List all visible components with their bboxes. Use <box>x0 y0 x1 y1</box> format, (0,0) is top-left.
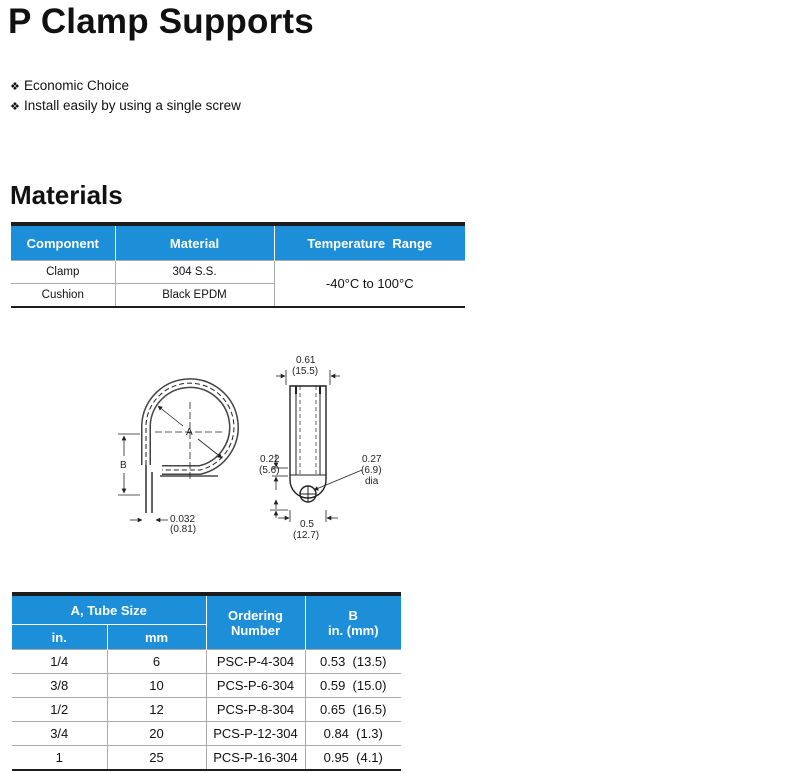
table-row <box>12 722 401 746</box>
cell-component: Cushion <box>11 284 115 308</box>
table-header-row <box>12 594 401 625</box>
hole-mm-label: (6.9) <box>361 465 382 476</box>
clamp-side-view <box>118 383 234 520</box>
col-ordering-line1: Ordering <box>228 607 283 623</box>
diamond-bullet-icon: ❖ <box>10 101 20 113</box>
cell-mm: 10 <box>107 674 206 698</box>
cell-in: 1/4 <box>12 650 107 674</box>
diamond-bullet-icon: ❖ <box>10 81 20 93</box>
p-clamp-diagram <box>100 350 430 550</box>
col-b <box>305 594 401 650</box>
feature-item <box>10 76 241 96</box>
dim-a-label: A <box>186 427 193 438</box>
col-b-line1: B <box>348 607 358 623</box>
thickness-in-label: 0.032 <box>170 514 196 525</box>
cell-mm: 12 <box>107 698 206 722</box>
feature-item <box>10 96 241 116</box>
cell-mm: 6 <box>107 650 206 674</box>
clamp-front-view <box>270 370 362 522</box>
materials-table <box>11 222 465 308</box>
tube-size-table <box>12 592 401 771</box>
cell-temperature: -40°C to 100°C <box>274 261 465 308</box>
cell-b: 0.95 (4.1) <box>305 746 401 771</box>
table-row <box>12 650 401 674</box>
width-mm-label: (15.5) <box>292 366 319 377</box>
table-row <box>11 261 465 284</box>
col-ordering-number <box>206 594 305 650</box>
height-in-label: 0.22 <box>260 454 280 465</box>
page-title: P Clamp Supports <box>8 2 314 41</box>
col-temperature: Temperature Range <box>274 224 465 261</box>
table-row <box>12 674 401 698</box>
cell-material: 304 S.S. <box>115 261 274 284</box>
hole-unit-label: dia <box>365 476 379 487</box>
tab-mm-label: (12.7) <box>293 530 320 541</box>
dim-b-label: B <box>120 460 127 471</box>
cell-b: 0.59 (15.0) <box>305 674 401 698</box>
table-row <box>12 746 401 771</box>
materials-heading: Materials <box>10 180 123 210</box>
cell-mm: 25 <box>107 746 206 771</box>
thickness-mm-label: (0.81) <box>170 524 197 535</box>
col-ordering-line2: Number <box>230 622 281 638</box>
hole-in-label: 0.27 <box>362 454 382 465</box>
cell-mm: 20 <box>107 722 206 746</box>
table-row <box>12 698 401 722</box>
feature-text: Economic Choice <box>24 78 130 93</box>
cell-in: 3/4 <box>12 722 107 746</box>
cell-b: 0.84 (1.3) <box>305 722 401 746</box>
cell-order: PSC-P-4-304 <box>206 650 305 674</box>
feature-text: Install easily by using a single screw <box>24 98 241 113</box>
cell-component: Clamp <box>11 261 115 284</box>
cell-material: Black EPDM <box>115 284 274 308</box>
height-mm-label: (5.6) <box>259 465 280 476</box>
width-in-label: 0.61 <box>296 355 316 366</box>
cell-in: 1/2 <box>12 698 107 722</box>
cell-order: PCS-P-6-304 <box>206 674 305 698</box>
col-tube-size: A, Tube Size <box>12 594 206 625</box>
col-b-line2: in. (mm) <box>327 622 379 638</box>
cell-order: PCS-P-16-304 <box>206 746 305 771</box>
feature-list <box>10 76 241 116</box>
cell-b: 0.53 (13.5) <box>305 650 401 674</box>
cell-in: 3/8 <box>12 674 107 698</box>
cell-order: PCS-P-8-304 <box>206 698 305 722</box>
cell-order: PCS-P-12-304 <box>206 722 305 746</box>
tab-in-label: 0.5 <box>300 519 314 530</box>
col-material: Material <box>115 224 274 261</box>
col-in: in. <box>12 625 107 650</box>
table-header-row <box>11 224 465 261</box>
col-component: Component <box>11 224 115 261</box>
cell-in: 1 <box>12 746 107 771</box>
cell-b: 0.65 (16.5) <box>305 698 401 722</box>
col-mm: mm <box>107 625 206 650</box>
